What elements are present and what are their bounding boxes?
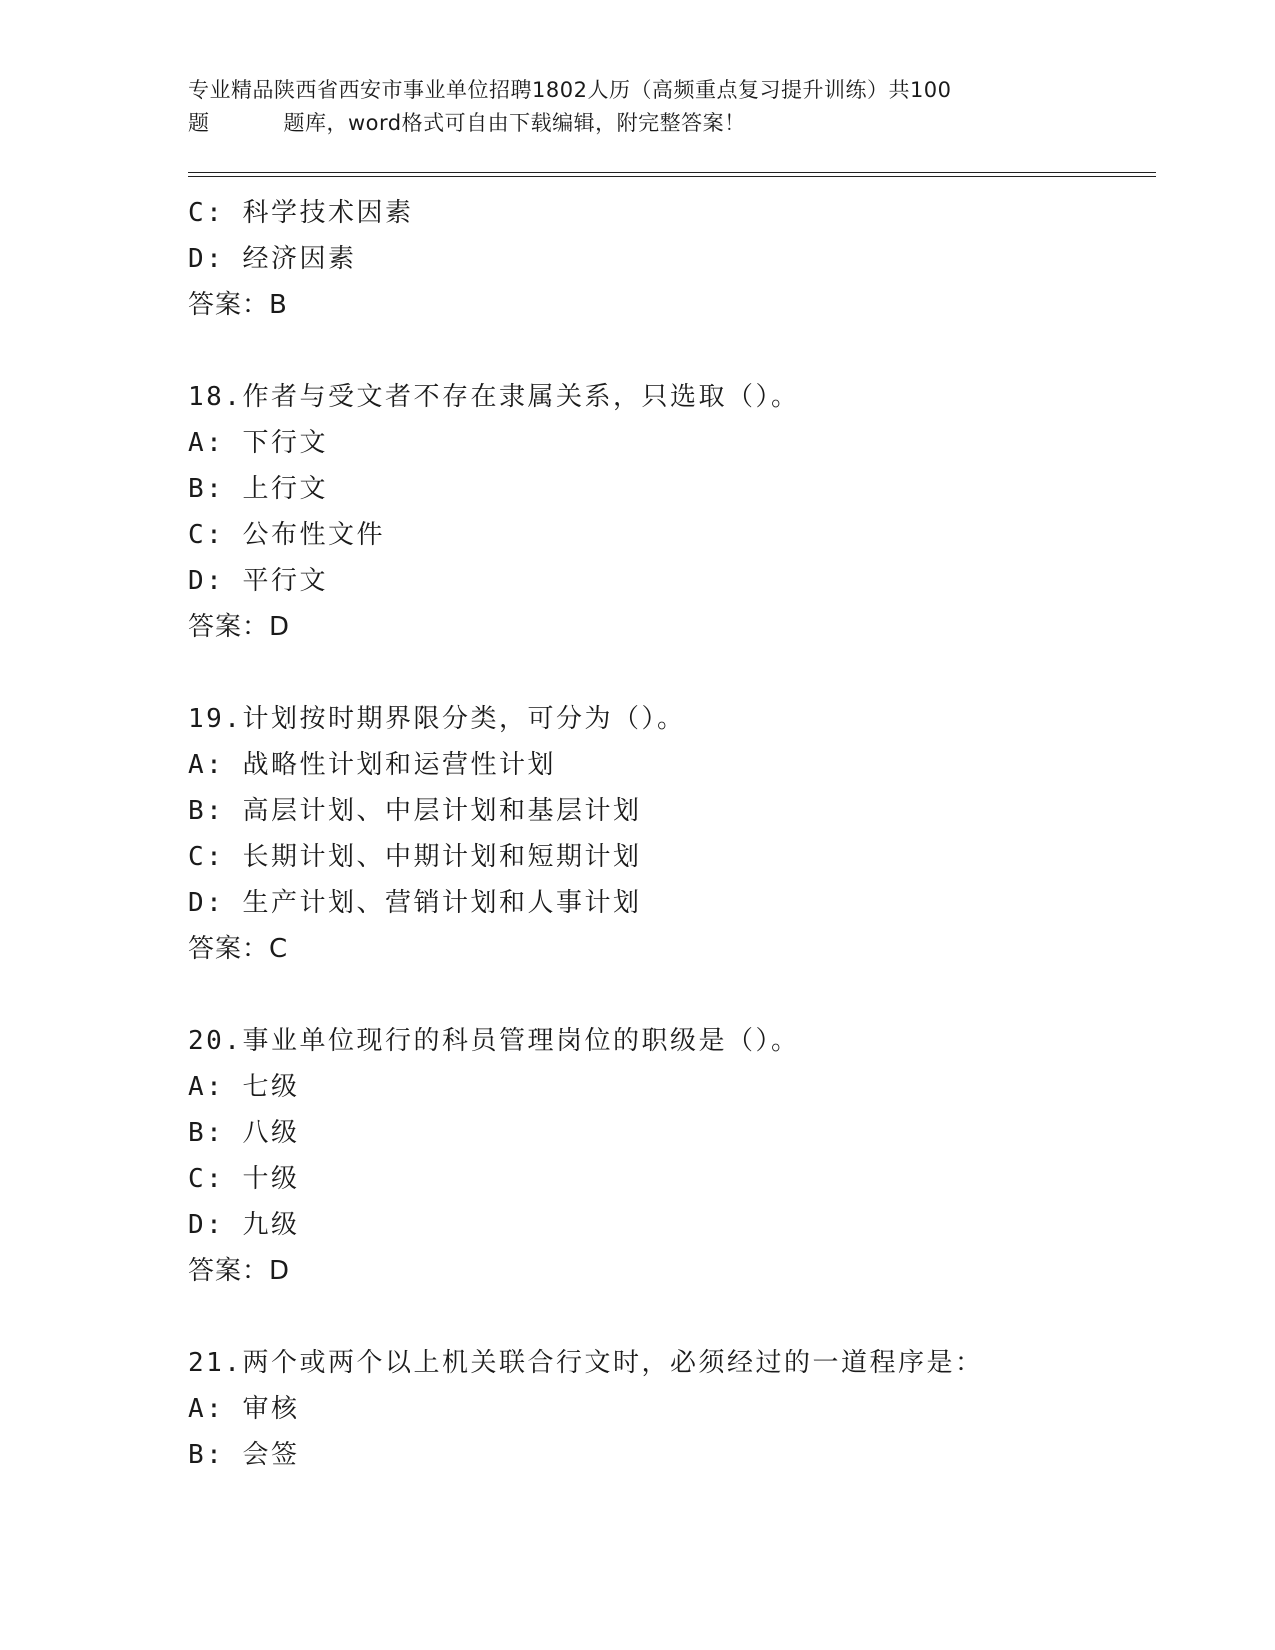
question-stem: 19.计划按时期界限分类，可分为（）。	[188, 704, 686, 734]
option: D: 生产计划、营销计划和人事计划	[188, 888, 642, 918]
question-18	[188, 374, 1148, 650]
option: C: 公布性文件	[188, 520, 385, 550]
option: D: 九级	[188, 1210, 300, 1240]
header-title-line-2	[188, 107, 1088, 140]
option: D: 经济因素	[188, 244, 357, 274]
option: D: 平行文	[188, 566, 328, 596]
question-20	[188, 1018, 1148, 1294]
question-stem: 18.作者与受文者不存在隶属关系，只选取（）。	[188, 382, 800, 412]
question-continuation	[188, 190, 1148, 328]
header-title-line-1: 专业精品陕西省西安市事业单位招聘1802人历（高频重点复习提升训练）共100	[188, 78, 952, 102]
option: C: 科学技术因素	[188, 198, 414, 228]
answer: 答案：B	[188, 290, 288, 320]
option: A: 审核	[188, 1394, 300, 1424]
header-divider-top	[188, 172, 1156, 173]
question-stem: 21.两个或两个以上机关联合行文时，必须经过的一道程序是：	[188, 1348, 984, 1378]
answer: 答案：D	[188, 1256, 291, 1286]
option: B: 上行文	[188, 474, 328, 504]
option: A: 七级	[188, 1072, 300, 1102]
header-line-2-tail: 题库，word格式可自由下载编辑，附完整答案！	[283, 111, 746, 135]
header-line-2-head: 题	[188, 111, 210, 135]
header-divider-bottom	[188, 176, 1156, 177]
option: B: 八级	[188, 1118, 300, 1148]
question-21	[188, 1340, 1148, 1478]
answer: 答案：D	[188, 612, 291, 642]
question-list	[188, 190, 1148, 1478]
answer: 答案：C	[188, 934, 289, 964]
document-header	[188, 74, 1088, 140]
question-19	[188, 696, 1148, 972]
question-stem: 20.事业单位现行的科员管理岗位的职级是（）。	[188, 1026, 800, 1056]
option: C: 十级	[188, 1164, 300, 1194]
option: B: 高层计划、中层计划和基层计划	[188, 796, 642, 826]
option: A: 下行文	[188, 428, 328, 458]
option: A: 战略性计划和运营性计划	[188, 750, 556, 780]
option: B: 会签	[188, 1440, 300, 1470]
option: C: 长期计划、中期计划和短期计划	[188, 842, 642, 872]
